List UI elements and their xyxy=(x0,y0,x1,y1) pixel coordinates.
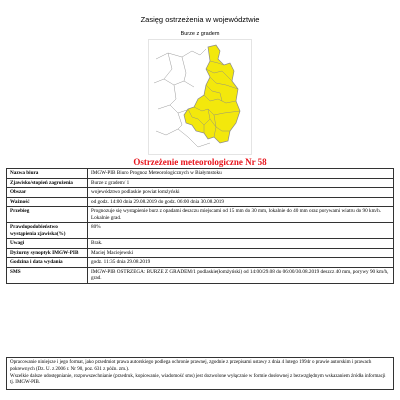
row-key: Przebieg xyxy=(7,207,88,223)
copyright-paragraph: Wszelkie dalsze udostępnianie, rozpowszechnianie (przedruk, kopiowanie, wiadomość sms) jest dozwolone wyłącznie w formie dosłownej z bezwzględnym wskazaniem źródła informacji tj. IMGW-PIB. xyxy=(10,373,386,386)
copyright-paragraph: Opracowanie niniejsze i jego format, jako przedmiot prawa autorskiego podlega ochronie prawnej, zgodnie z przepisami ustawy z dnia 4 lutego 1994r o prawie autorskim i prawach pokrewnych (Dz. U. z 2006 r. Nr 90, poz. 631 z późn. zm.). xyxy=(10,360,372,372)
row-key: Prawdopodobieństwo wystąpienia zjawiska(%) xyxy=(7,223,88,239)
row-key: Zjawisko/stopień zagrożenia xyxy=(7,178,88,188)
row-key: Dyżurny synoptyk IMGW-PIB xyxy=(7,248,88,258)
row-value: od godz. 14:00 dnia 29.08.2019 do godz. 06:00 dnia 30.08.2019 xyxy=(88,197,394,207)
row-value: Burze z gradem/ 1 xyxy=(88,178,394,188)
row-value: IMGW-PIB OSTRZEGA: BURZE Z GRADEM/1 podlaskie(łomżyński) od 14:00/29.08 do 06:00/30.08.2019 deszcz 40 mm, porywy 90 km/h, grad. xyxy=(88,267,394,283)
row-value: godz. 11:35 dnia 29.08.2019 xyxy=(88,258,394,268)
table-row xyxy=(7,258,394,268)
table-row xyxy=(7,207,394,223)
warning-details-table xyxy=(6,168,394,284)
row-key: SMS xyxy=(7,267,88,283)
warning-map xyxy=(148,31,252,155)
voivodeship-map-svg xyxy=(148,39,252,155)
table-row xyxy=(7,188,394,198)
table-row xyxy=(7,178,394,188)
table-row xyxy=(7,197,394,207)
row-value: województwo podlaskie powiat łomżyński xyxy=(88,188,394,198)
row-key: Obszar xyxy=(7,188,88,198)
page-title: Zasięg ostrzeżenia w województwie xyxy=(140,15,260,24)
table-row xyxy=(7,248,394,258)
row-value: 80% xyxy=(88,223,394,239)
map-caption: Burze z gradem xyxy=(180,31,220,37)
table-row xyxy=(7,223,394,239)
table-row xyxy=(7,267,394,283)
table-row xyxy=(7,169,394,179)
row-key: Ważność xyxy=(7,197,88,207)
row-value: Prognozuje się wystąpienie burz z opadami deszczu miejscami od 15 mm do 30 mm, lokalnie do 40 mm oraz porywami wiatru do 90 km/h. Lokalnie grad. xyxy=(88,207,394,223)
row-key: Uwagi xyxy=(7,239,88,249)
row-value: IMGW-PIB Biuro Prognoz Meteorologicznych w Białymstoku xyxy=(88,169,394,179)
row-key: Nazwa biura xyxy=(7,169,88,179)
row-key: Godzina i data wydania xyxy=(7,258,88,268)
warning-title: Ostrzeżenie meteorologiczne Nr 58 xyxy=(133,157,267,167)
row-value: Maciej Maciejewski xyxy=(88,248,394,258)
row-value: Brak. xyxy=(88,239,394,249)
table-row xyxy=(7,239,394,249)
copyright-notice xyxy=(6,357,394,390)
